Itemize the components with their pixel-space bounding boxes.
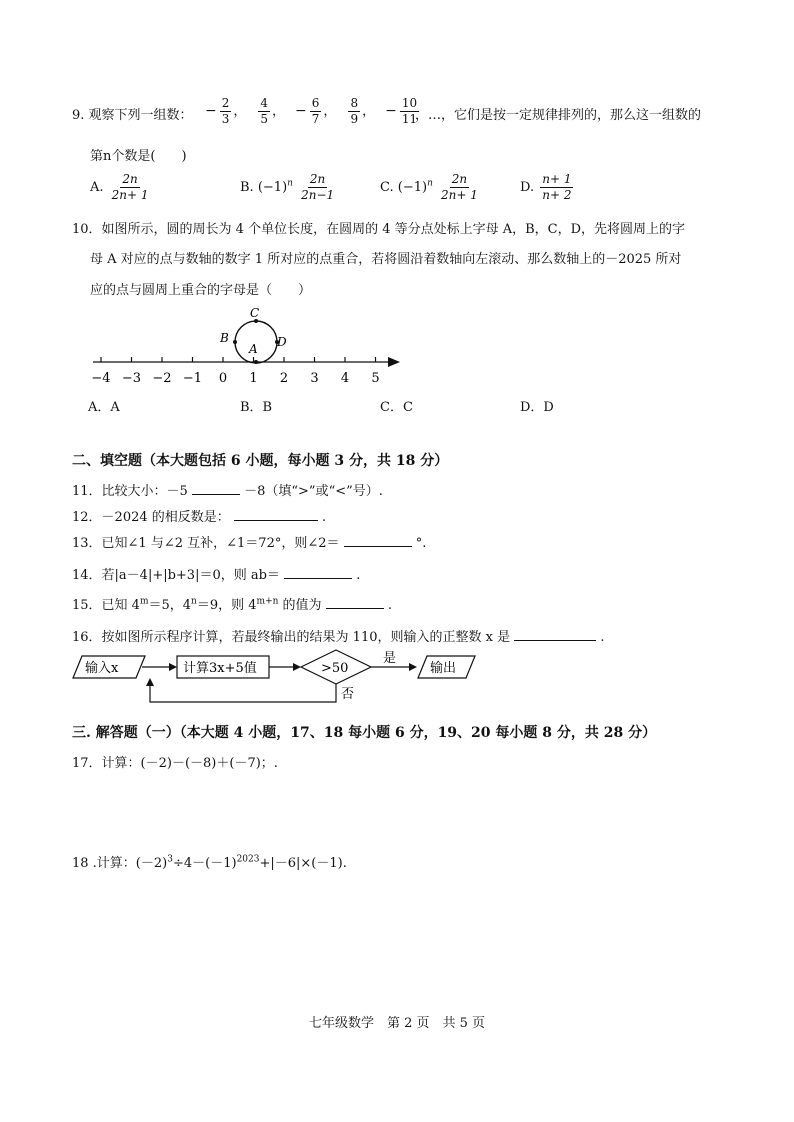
number-line-tick-label: 0 [218,371,228,386]
letter-b: B [220,331,229,345]
q16-answer-blank[interactable] [514,628,596,641]
number-line-tick-label: −2 [152,371,172,386]
point-a [254,360,258,364]
q11-answer-blank[interactable] [192,482,240,495]
q13-answer-blank[interactable] [344,534,412,547]
flow-compute-label: 计算3x+5值 [183,661,257,676]
number-line-tick-label: 4 [340,371,350,386]
number-line-tick-label: 5 [371,371,380,386]
q10-option-d[interactable]: D．D [520,400,554,415]
number-line-tick-label: −4 [91,371,111,386]
q11: 11．比较大小：－5 －8（填“>”或“<”号）. [72,484,383,499]
q10-option-b[interactable]: B．B [240,400,273,415]
section2-title: 二、填空题（本大题包括 6 小题，每小题 3 分，共 18 分） [72,453,449,469]
q12-answer-blank[interactable] [234,508,318,521]
letter-d: D [277,335,287,349]
q15-answer-blank[interactable] [326,596,384,609]
q9-sequence-term: − $\frac{2}{3}$ ， [205,96,247,126]
number-line-tick-label: −1 [182,371,203,386]
q9-sequence [205,96,431,127]
flow-arrow-icon [146,678,154,686]
q9-stem [72,104,193,123]
flow-output-label: 输出 [430,661,457,676]
q9-stem-text: 观察下列一组数： [88,108,193,123]
q10-option-a[interactable]: A．A [88,400,120,415]
q14: 14．若|a－4|+|b+3|＝0，则 ab＝ . [72,568,361,583]
flow-loop-line [150,682,336,702]
number-line-tick-label: −3 [121,371,142,386]
point-b [233,340,237,344]
q9-option-b[interactable]: B. $(-1)^n$ $\frac{2n}{2n-1}$ [240,172,335,202]
program-flowchart [70,646,490,708]
axis-arrow-icon [388,357,400,367]
q15: 15．已知 $4^m=5$，$4^n=9$，则 $4^{m+n}$ 的值为 . [72,596,392,613]
q16: 16．按如图所示程序计算，若最终输出的结果为 110，则输入的正整数 x 是 . [72,630,605,645]
q9-sequence-term: − $\frac{10}{11}$ [385,96,418,126]
q17: 17．计算：(－2)－(－8)＋(－7)；. [72,756,278,771]
q14-answer-blank[interactable] [284,566,352,579]
q10-line2: 母 A 对应的点与数轴的数字 1 所对应的点重合，若将圆沿着数轴向左滚动、那么数轴上的－2025 所对 [90,252,682,267]
q18: 18 .计算：$(-2)^3\div 4-(-1)^{2023}+|-6|\times(-1)$. [72,854,347,871]
number-line-tick-label: 3 [310,371,319,386]
flow-condition-label: >50 [321,661,349,676]
q10-option-c[interactable]: C．C [380,400,413,415]
section3-title: 三. 解答题（一）（本大题 4 小题，17、18 每小题 6 分，19、20 每小题 8 分，共 28 分） [72,725,657,741]
flow-input-label: 输入x [85,661,119,676]
q9-number: 9. [72,108,85,123]
letter-c: C [250,306,260,320]
q9-tail: ，…，它们是按一定规律排列的，那么这一组数的 [415,108,702,123]
q9-option-c[interactable]: C. $(-1)^n$ $\frac{2n}{2n+ 1}$ [380,172,478,202]
number-line-tick-label: 1 [249,371,258,386]
number-line-figure [88,300,408,390]
q10-line3: 应的点与圆周上重合的字母是（ ） [90,283,312,298]
flow-no-label: 否 [341,687,355,702]
q13: 13．已知∠1 与∠2 互补，∠1＝72°，则∠2＝ °. [72,536,427,551]
q9-sequence-term: $\frac{8}{9}$ ， [350,96,376,126]
flow-arrow-icon [409,663,417,671]
page-footer: 七年级数学 第 2 页 共 5 页 [308,1016,486,1031]
q9-line2: 第n个数是( ) [90,149,187,164]
flow-yes-label: 是 [383,651,397,666]
q12: 12．－2024 的相反数是： . [72,510,327,525]
q9-option-d[interactable]: D. $\frac{n+ 1}{n+ 2}$ [520,172,572,202]
q9-option-a[interactable]: A. $\frac{2n}{2n+ 1}$ [90,172,149,202]
flow-arrow-icon [169,663,177,671]
q10-line1: 10．如图所示，圆的周长为 4 个单位长度，在圆周的 4 等分点处标上字母 A，B，C，D，先将圆周上的字 [72,222,686,237]
letter-a: A [249,342,258,356]
q9-sequence-term: − $\frac{6}{7}$ ， [295,96,337,126]
number-line-tick-label: 2 [279,371,289,386]
q9-sequence-term: $\frac{4}{5}$ ， [260,96,286,126]
